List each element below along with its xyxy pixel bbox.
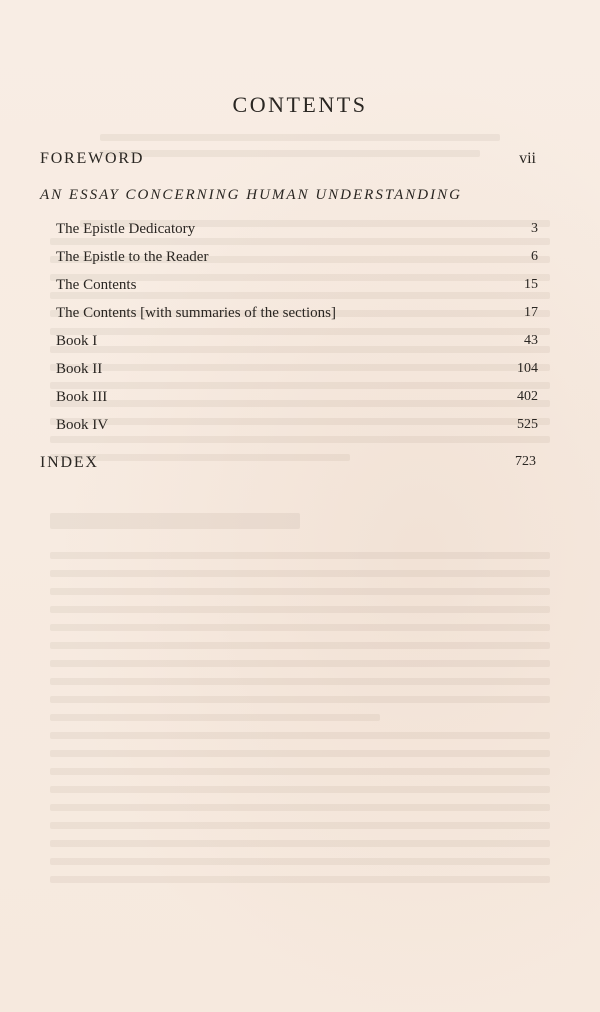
toc-entry-label: The Contents [with summaries of the sections] xyxy=(56,305,336,321)
toc-entry-index[interactable] xyxy=(40,454,536,472)
toc-entry[interactable] xyxy=(56,387,538,415)
toc-page-number: 525 xyxy=(517,417,538,432)
toc-entry-label: Book I xyxy=(56,333,98,349)
toc-page-number: 15 xyxy=(524,277,538,292)
toc-page-number: 104 xyxy=(517,361,538,376)
toc-entry-label: Book III xyxy=(56,389,108,405)
page-title: CONTENTS xyxy=(232,92,368,117)
toc-page-number: 6 xyxy=(531,249,538,264)
toc-entry[interactable] xyxy=(56,275,538,303)
toc-entry[interactable] xyxy=(56,359,538,387)
toc-entry[interactable] xyxy=(56,247,538,275)
toc-page-number: 3 xyxy=(531,221,538,236)
toc-entry-label: The Epistle to the Reader xyxy=(56,249,209,265)
toc-page-number: vii xyxy=(519,150,536,167)
toc-entry-label: The Epistle Dedicatory xyxy=(56,221,196,237)
toc-entry-foreword[interactable] xyxy=(40,150,536,168)
toc-entry-label: The Contents xyxy=(56,277,137,293)
toc-entry[interactable] xyxy=(56,219,538,247)
toc-entry-label: Book II xyxy=(56,361,103,377)
toc-entry[interactable] xyxy=(56,331,538,359)
toc-entry-label: FOREWORD xyxy=(40,150,145,167)
toc-entry[interactable] xyxy=(56,415,538,443)
toc-page-number: 17 xyxy=(524,305,538,320)
toc-entry[interactable] xyxy=(56,303,538,331)
section-heading: AN ESSAY CONCERNING HUMAN UNDERSTANDING xyxy=(40,187,462,203)
toc-entry-label: Book IV xyxy=(56,417,109,433)
toc-page-number: 723 xyxy=(515,454,536,469)
toc-list xyxy=(56,219,538,443)
toc-entry-label: INDEX xyxy=(40,454,99,471)
toc-page-number: 43 xyxy=(524,333,538,348)
toc-page-number: 402 xyxy=(517,389,538,404)
